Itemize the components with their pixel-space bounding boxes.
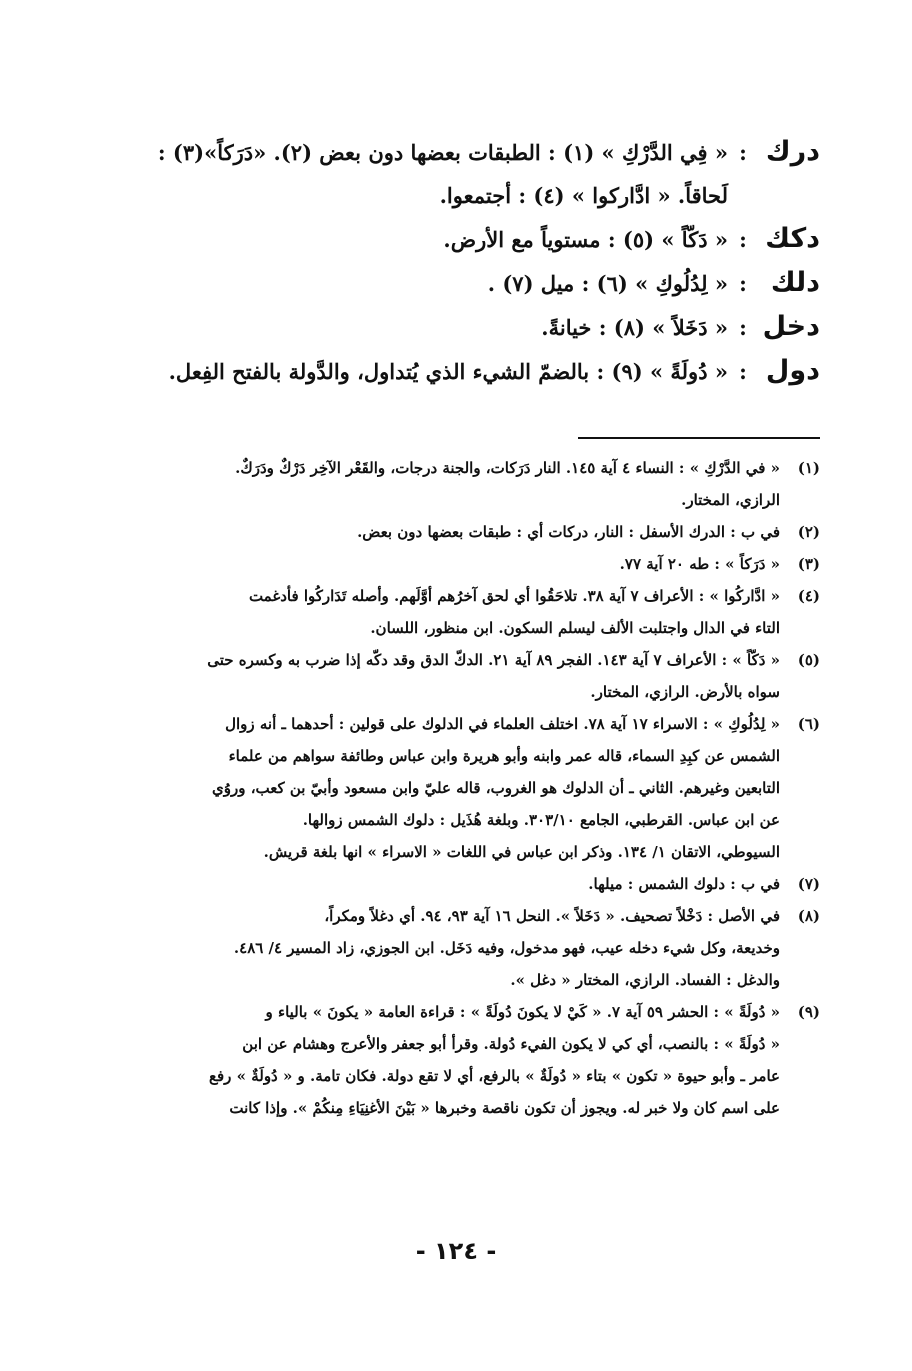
footnote [140,996,820,1124]
entry-row [100,217,820,261]
entry-row [100,130,820,174]
footnote-line: التابعين وغيرهم. الثاني ـ أن الدلوك هو الغروب، قاله عليّ وابن مسعود وأبيّ بن كعب، وروُي [212,779,780,797]
entry-row [100,305,820,349]
footnote-line: « دَكّاً » : الأعراف ٧ آية ١٤٣. الفجر ٨٩ آية ٢١. الدكّ الدق وقد دكّه إذا ضرب به وكسره حتى [207,651,780,669]
footnote-line: عن ابن عباس. القرطبي، الجامع ٣٠٣/١٠. وبلغة هُذَيل : دلوك الشمس زوالها. [302,811,780,829]
footnote [140,580,820,644]
entry-colon: : [739,227,747,252]
footnote-line: وخديعة، وكل شيء دخله عيب، فهو مدخول، وفيه دَخَل. ابن الجوزي، زاد المسير ٤/ ٤٨٦. [233,939,780,957]
footnote-line: السيوطي، الاتقان ١/ ١٣٤. وذكر ابن عباس في اللغات « الاسراء » انها بلغة قريش. [263,843,780,861]
entry-continuation: لَحاقاً. « ادَّاركوا » (٤) : أجتمعوا. [439,183,728,208]
footnote-line: في ب : الدرك الأسفل : النار، دركات أي : طبقات بعضها دون بعض. [357,523,780,541]
dictionary-entries [100,130,820,393]
footnote [140,708,820,868]
entry-root: درك [765,136,820,167]
footnote-line: سواه بالأرض. الرازي، المختار. [590,683,780,701]
entry-root: دلك [770,267,820,298]
footnote-line: عامر ـ وأبو حيوة « تكون » بتاء « دُولَةٌ » بالرفع، أي لا تقع دولة. فكان تامة. و « دُولَةٌ » رفع [208,1067,780,1085]
footnote [140,900,820,996]
footnote-number: (٧) [797,875,820,893]
footnote [140,548,820,580]
footnote-number: (٦) [797,715,820,733]
footnote-number: (٩) [797,1003,820,1021]
footnote [140,644,820,708]
footnote-number: (٨) [797,907,820,925]
entry-root: دخل [762,311,820,342]
footnote-line: « دَرَكاً » : طه ٢٠ آية ٧٧. [619,555,780,573]
entry-row [100,349,820,393]
footnote-number: (٣) [797,555,820,573]
footnote-line: على اسم كان ولا خبر له. ويجوز أن تكون ناقصة وخبرها « بَيْنَ الأغنِيَاءِ مِنكُمْ ». وإذا كانت [229,1099,780,1117]
entry-colon: : [739,359,747,384]
footnote-number: (٢) [797,523,820,541]
entry-text: « لِدُلُوكِ » (٦) : ميل (٧) . [487,271,728,296]
footnote-separator-rule [578,437,820,439]
footnote-number: (١) [797,459,820,477]
footnotes [140,452,820,1124]
footnote-number: (٥) [797,651,820,669]
footnote-number: (٤) [797,587,820,605]
page-number: - ١٢٤ - [415,1237,497,1265]
entry-text: « فِي الدَّرْكِ » (١) : الطبقات بعضها دون بعض (٢). «دَرَكاً»(٣) : [157,140,728,165]
entry-row [100,261,820,305]
entry-text: « دَخَلاً » (٨) : خيانةً. [541,315,728,340]
footnote-line: والدغل : الفساد. الرازي، المختار « دغل ». [510,971,780,989]
entry-text: « دُولَةً » (٩) : بالضمّ الشيء الذي يُتداول، والدَّولة بالفتح الفِعل. [168,359,728,384]
footnote [140,516,820,548]
footnote-line: « في الدَّرْكِ » : النساء ٤ آية ١٤٥. النار دَرَكات، والجنة درجات، والقَعْر الآخِر دَرْكٌ ودَرَكٌ. [235,459,780,477]
footnote-line: الشمس عن كبِدِ السماء، قاله عمر وابنه وأبو هريرة وابن عباس وطائفة سواهم من علماء [228,747,780,765]
entry-colon: : [739,315,747,340]
footnote [140,452,820,516]
footnote-line: في الأصل : دَخْلاً تصحيف. « دَخَلاً ». النحل ١٦ آية ٩٣، ٩٤. أي دغلاً ومكراً، [324,907,780,925]
entry-root: دول [765,355,820,386]
footnote [140,868,820,900]
footnote-line: « دُولَةً » : الحشر ٥٩ آية ٧. « كَيْ لا يكونَ دُولَةً » : قراءة العامة « يكونَ » بالياء و [265,1003,780,1021]
entry-text: « دَكّاً » (٥) : مستوياً مع الأرض. [443,227,728,252]
footnote-line: « دُولَةً » : بالنصب، أي كي لا يكون الفيء دُولة. وقرأ أبو جعفر والأعرج وهشام عن ابن [242,1035,780,1053]
footnote-line: الرازي، المختار. [681,491,780,509]
entry-colon: : [739,140,747,165]
footnote-line: « ادَّاركُوا » : الأعراف ٧ آية ٣٨. تلاحَقُوا أي لحق آخرُهم أوَّلَهم. وأصله تَدَاركُوا فأدغمت [248,587,780,605]
entry-colon: : [739,271,747,296]
footnote-line: التاء في الدال واجتلبت الألف ليسلم السكون. ابن منظور، اللسان. [370,619,780,637]
footnote-line: « لِدُلُوكِ » : الاسراء ١٧ آية ٧٨. اختلف العلماء في الدلوك على قولين : أحدهما ـ أنه زوال [225,715,780,733]
footnote-line: في ب : دلوك الشمس : ميلها. [588,875,780,893]
entry-root: دكك [765,223,820,254]
